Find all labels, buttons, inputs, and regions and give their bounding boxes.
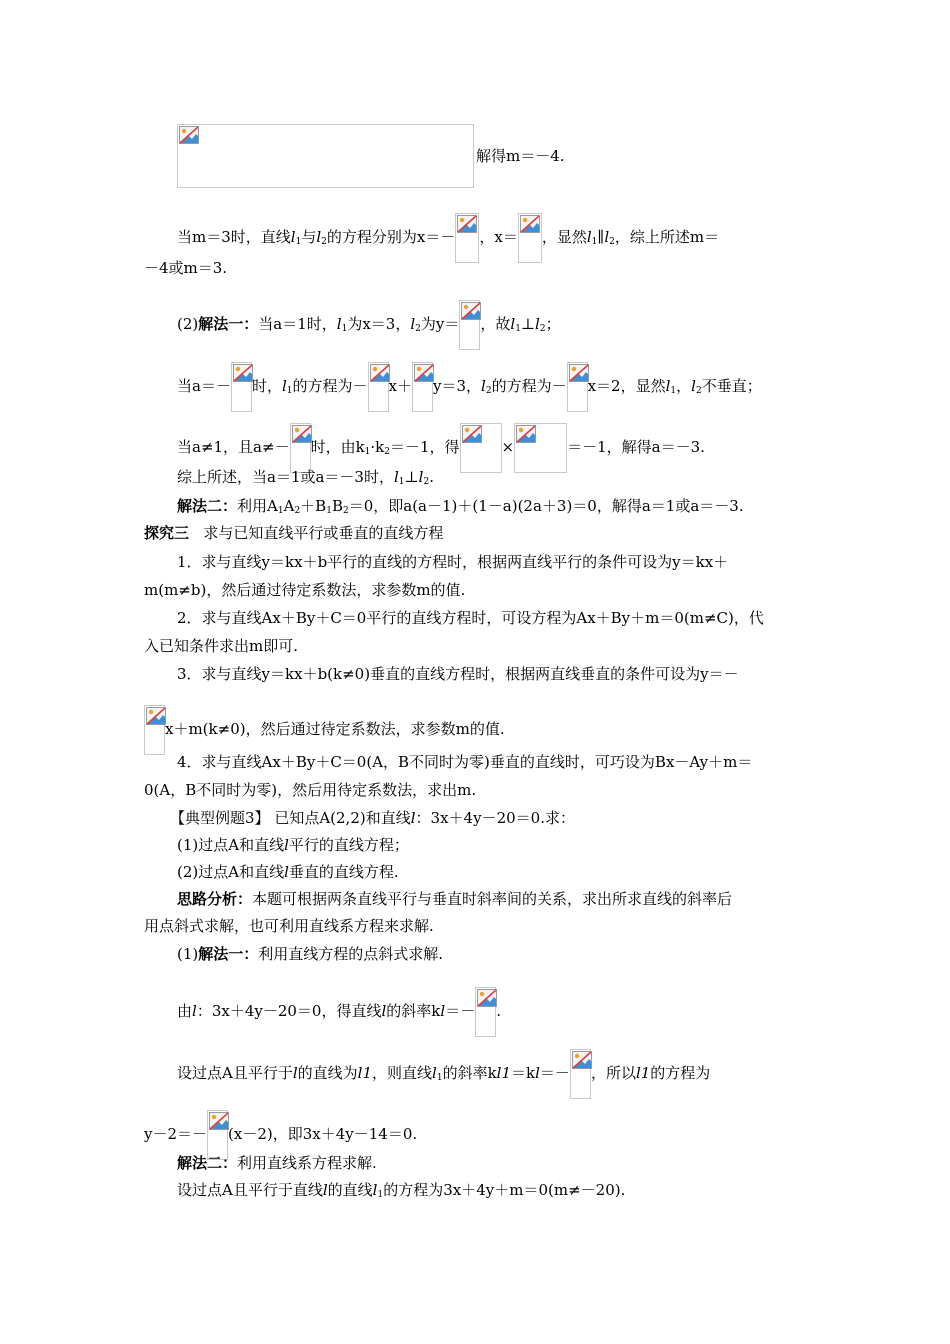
broken-image-icon (370, 364, 390, 382)
text-line: 思路分析：本题可根据两条直线平行与垂直时斜率间的关系，求出所求直线的斜率后 (177, 890, 733, 908)
text-line: 4．求与直线Ax＋By＋C＝0(A，B不同时为零)垂直的直线时，可巧设为Bx－Ay＋m＝ (177, 753, 753, 771)
text-line: m(m≠b)，然后通过待定系数法，求参数m的值. (144, 581, 466, 599)
formula-image (459, 300, 480, 350)
text-line: 1．求与直线y＝kx＋b平行的直线的方程时，根据两直线平行的条件可设为y＝kx＋ (177, 553, 729, 571)
formula-image (177, 124, 474, 188)
broken-image-icon (520, 215, 540, 233)
text-line: (1)解法一：利用直线方程的点斜式求解. (177, 945, 444, 963)
formula-image (368, 362, 389, 412)
formula-image (144, 705, 165, 755)
text-line: (1)过点A和直线l平行的直线方程； (177, 836, 409, 854)
broken-image-icon (516, 425, 536, 443)
text-line: 当a≠1，且a≠－ 时，由$k_1\cdot k_2=-1$，得 × ＝－1，解得a＝－3. (177, 423, 705, 473)
text-line: 2．求与直线Ax＋By＋C＝0平行的直线方程时，可设方程为Ax＋By＋m＝0(m≠C)，代 (177, 609, 764, 627)
broken-image-icon (146, 707, 166, 725)
text-line: 综上所述，当a＝1或a＝－3时，$l_1\perp l_2$. (177, 468, 434, 487)
text-line: (2)解法一：当a＝1时，$l_1$为x＝3，$l_2$为y＝ ，故$l_1\perp l_2$； (177, 300, 561, 350)
text-line: 入已知条件求出m即可. (144, 637, 298, 655)
text-line: 【典型例题3】 已知点A(2,2)和直线l：3x＋4y－20＝0.求： (170, 809, 575, 827)
formula-image (455, 213, 479, 263)
text-line: 由l：3x＋4y－20＝0，得直线l的斜率kl＝－ . (177, 987, 501, 1037)
text-line: y－2＝－ (x－2)，即3x＋4y－14＝0. (144, 1110, 417, 1160)
broken-image-icon (477, 989, 497, 1007)
broken-image-icon (179, 126, 199, 144)
text-line: 解得m＝－4. (476, 147, 565, 165)
formula-image (290, 423, 311, 473)
text-line: 0(A，B不同时为零)，然后用待定系数法，求出m. (144, 781, 477, 799)
text-line: 解法二：利用$A_1A_2+B_1B_2=0$，即a(a－1)＋(1－a)(2a＋3)＝0，解得a＝1或a＝－3. (177, 497, 744, 516)
text-line: 当a＝－ 时，$l_1$的方程为－ x＋ y＝3，$l_2$的方程为－ x＝2，显然$l_1$，$l_2$不垂直； (177, 362, 762, 412)
text-line: 设过点A且平行于直线l的直线$l_1$的方程为3x＋4y＋m＝0(m≠－20). (177, 1181, 626, 1200)
text-line: x＋m(k≠0)，然后通过待定系数法，求参数m的值. (144, 705, 505, 755)
text-line: 设过点A且平行于l的直线为l1，则直线$l_1$的斜率kl1＝kl＝－ ，所以l1的方程为 (177, 1049, 710, 1099)
text-line: 解法二：利用直线系方程求解. (177, 1154, 377, 1172)
text-line: 用点斜式求解，也可利用直线系方程来求解. (144, 917, 434, 935)
broken-image-icon (233, 364, 253, 382)
formula-image (570, 1049, 591, 1099)
broken-image-icon (414, 364, 434, 382)
broken-image-icon (292, 425, 312, 443)
formula-image (514, 423, 567, 473)
text-line: (2)过点A和直线l垂直的直线方程. (177, 863, 399, 881)
formula-image (460, 423, 502, 473)
broken-image-icon (462, 425, 482, 443)
formula-image (475, 987, 496, 1037)
broken-image-icon (457, 215, 477, 233)
formula-image (412, 362, 433, 412)
formula-image (231, 362, 252, 412)
formula-image (567, 362, 588, 412)
broken-image-icon (569, 364, 589, 382)
formula-image (518, 213, 542, 263)
broken-image-icon (461, 302, 481, 320)
text-line: －4或m＝3. (144, 259, 228, 277)
text-line: 当m＝3时，直线$l_1$与$l_2$的方程分别为x＝－ ，x＝ ，显然$l_1\parallel l_2$，综上所述m＝ (177, 213, 719, 263)
text-line: 3．求与直线y＝kx＋b(k≠0)垂直的直线方程时，根据两直线垂直的条件可设为y＝－ (177, 665, 739, 683)
section-heading: 探究三 求与已知直线平行或垂直的直线方程 (144, 524, 444, 542)
broken-image-icon (572, 1051, 592, 1069)
broken-image-icon (209, 1112, 229, 1130)
